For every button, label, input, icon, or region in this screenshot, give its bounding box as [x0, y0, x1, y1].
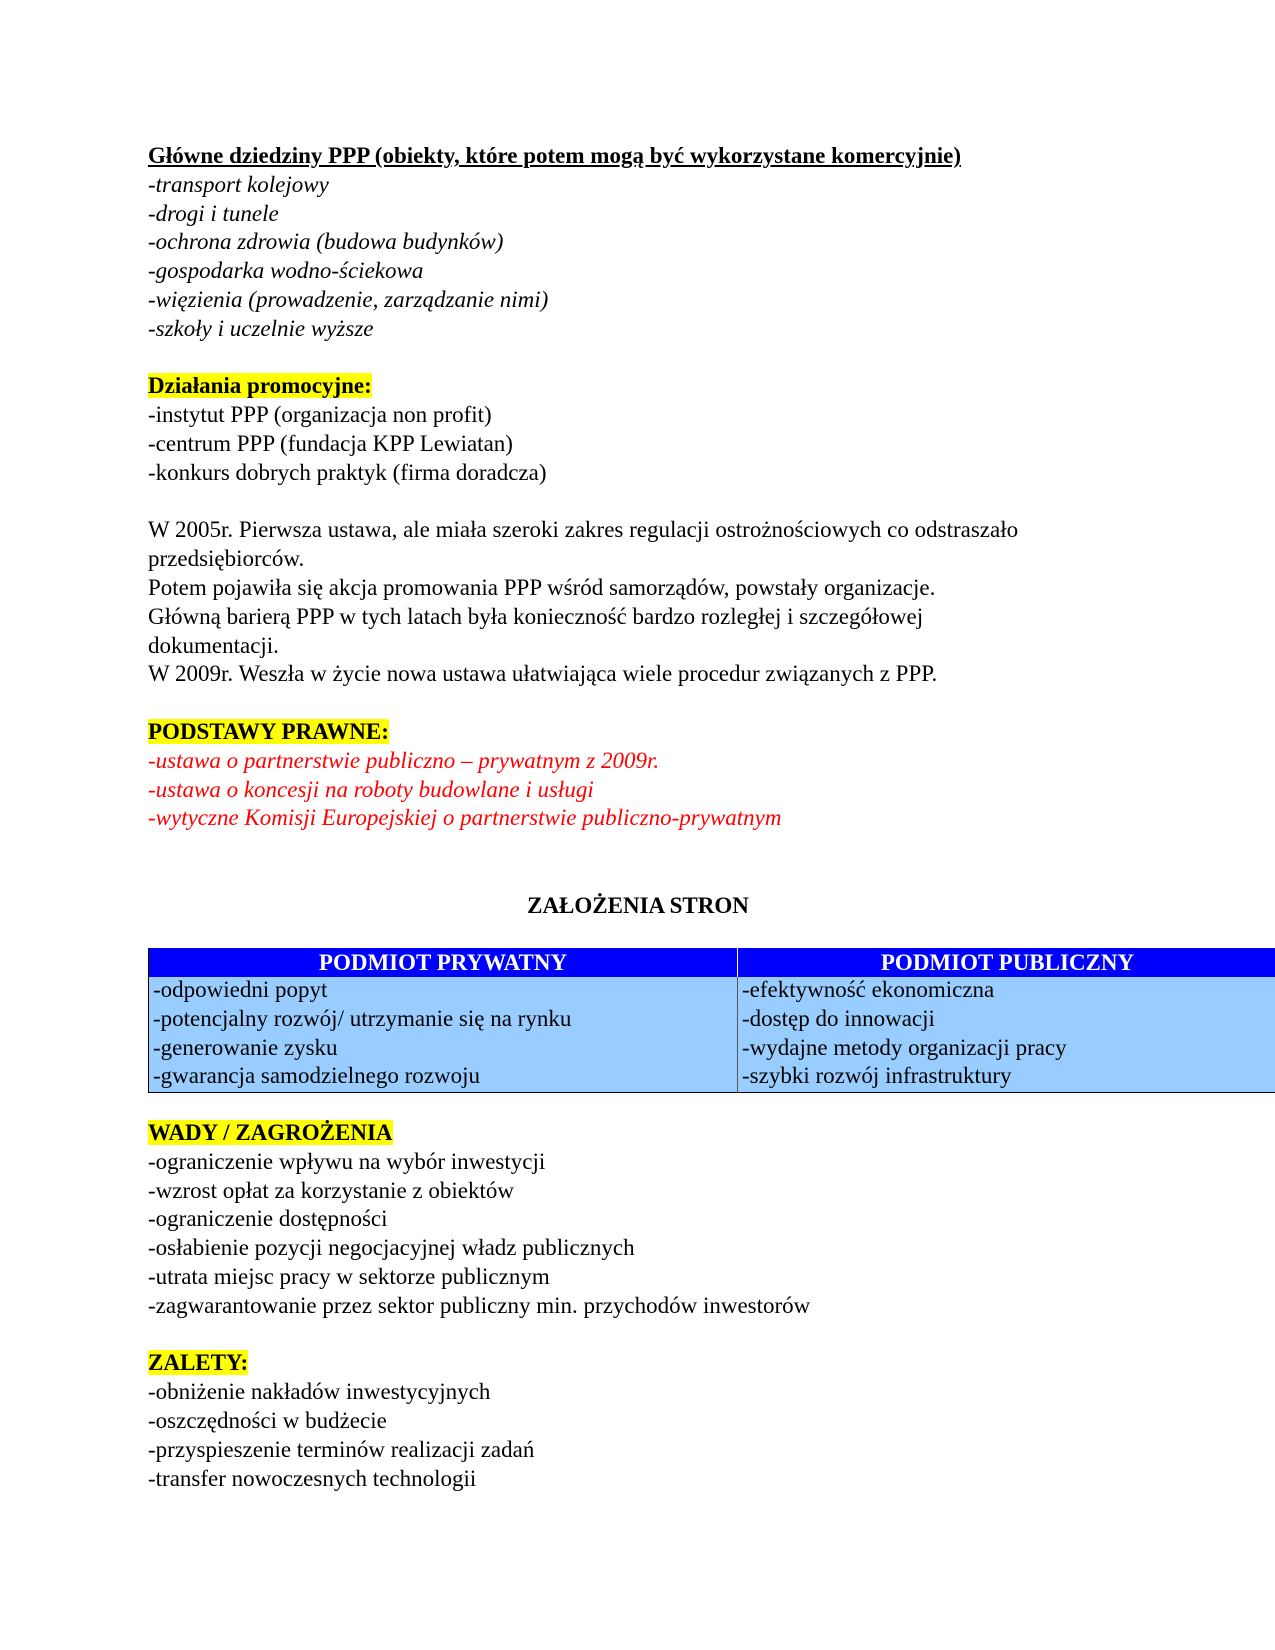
private-item: -generowanie zysku	[153, 1034, 338, 1060]
legal-item: -ustawa o koncesji na roboty budowlane i usługi	[148, 776, 594, 802]
history-line: W 2009r. Weszła w życie nowa ustawa ułatwiająca wiele procedur związanych z PPP.	[148, 661, 938, 687]
public-column	[738, 977, 1275, 1093]
sides-table	[148, 948, 1275, 1093]
private-item: -gwarancja samodzielnego rozwoju	[153, 1063, 480, 1089]
spacer	[148, 344, 1275, 373]
document-body-top	[148, 142, 1275, 833]
legal-item: -ustawa o partnerstwie publiczno – prywatnym z 2009r.	[148, 747, 660, 773]
domains-item: -ochrona zdrowia (budowa budynków)	[148, 229, 504, 255]
domains-item: -więzienia (prowadzenie, zarządzanie nimi)	[148, 286, 549, 312]
private-column	[149, 977, 738, 1093]
promo-item: -centrum PPP (fundacja KPP Lewiatan)	[148, 430, 513, 456]
sides-title: ZAŁOŻENIA STRON	[527, 893, 749, 918]
history-line: dokumentacji.	[148, 632, 279, 658]
domains-item: -szkoły i uczelnie wyższe	[148, 315, 374, 341]
legal-item: -wytyczne Komisji Europejskiej o partnerstwie publiczno-prywatnym	[148, 805, 782, 831]
threats-item: -osłabienie pozycji negocjacyjnej władz publicznych	[148, 1235, 635, 1261]
public-item: -wydajne metody organizacji pracy	[742, 1034, 1067, 1060]
domains-item: -transport kolejowy	[148, 171, 329, 197]
advantages-item: -obniżenie nakładów inwestycyjnych	[148, 1379, 491, 1405]
advantages-title: ZALETY:	[148, 1350, 249, 1376]
history-line: W 2005r. Pierwsza ustawa, ale miała szeroki zakres regulacji ostrożnościowych co odstraszało	[148, 517, 1019, 543]
domains-item: -drogi i tunele	[148, 200, 279, 226]
private-item: -potencjalny rozwój/ utrzymanie się na rynku	[153, 1005, 572, 1031]
history-line: Główną barierą PPP w tych latach była konieczność bardzo rozległej i szczegółowej	[148, 603, 924, 629]
advantages-item: -oszczędności w budżecie	[148, 1407, 387, 1433]
public-item: -szybki rozwój infrastruktury	[742, 1063, 1012, 1089]
domains-item: -gospodarka wodno-ściekowa	[148, 258, 424, 284]
spacer	[148, 488, 1275, 517]
private-header: PODMIOT PRYWATNY	[149, 948, 738, 977]
domains-title: Główne dziedziny PPP (obiekty, które potem mogą być wykorzystane komercyjnie)	[148, 143, 962, 168]
private-item: -odpowiedni popyt	[153, 977, 328, 1002]
threats-item: -zagwarantowanie przez sektor publiczny min. przychodów inwestorów	[148, 1292, 811, 1318]
public-item: -dostęp do innowacji	[742, 1005, 935, 1031]
threats-item: -ograniczenie dostępności	[148, 1206, 388, 1232]
promo-item: -instytut PPP (organizacja non profit)	[148, 402, 492, 428]
document-body-bottom	[148, 1119, 1275, 1493]
threats-item: -wzrost opłat za korzystanie z obiektów	[148, 1177, 514, 1203]
history-line: przedsiębiorców.	[148, 546, 305, 572]
advantages-item: -przyspieszenie terminów realizacji zadań	[148, 1436, 535, 1462]
promo-item: -konkurs dobrych praktyk (firma doradcza)	[148, 459, 547, 485]
public-item: -efektywność ekonomiczna	[742, 977, 995, 1002]
spacer	[148, 689, 1275, 718]
spacer	[148, 1321, 1275, 1350]
public-header: PODMIOT PUBLICZNY	[738, 948, 1275, 977]
threats-item: -ograniczenie wpływu na wybór inwestycji	[148, 1148, 546, 1174]
threats-item: -utrata miejsc pracy w sektorze publicznym	[148, 1263, 550, 1289]
advantages-item: -transfer nowoczesnych technologii	[148, 1465, 477, 1491]
promo-title: Działania promocyjne:	[148, 373, 372, 399]
history-line: Potem pojawiła się akcja promowania PPP wśród samorządów, powstały organizacje.	[148, 574, 936, 600]
legal-title: PODSTAWY PRAWNE:	[148, 718, 389, 744]
threats-title: WADY / ZAGROŻENIA	[148, 1120, 393, 1145]
